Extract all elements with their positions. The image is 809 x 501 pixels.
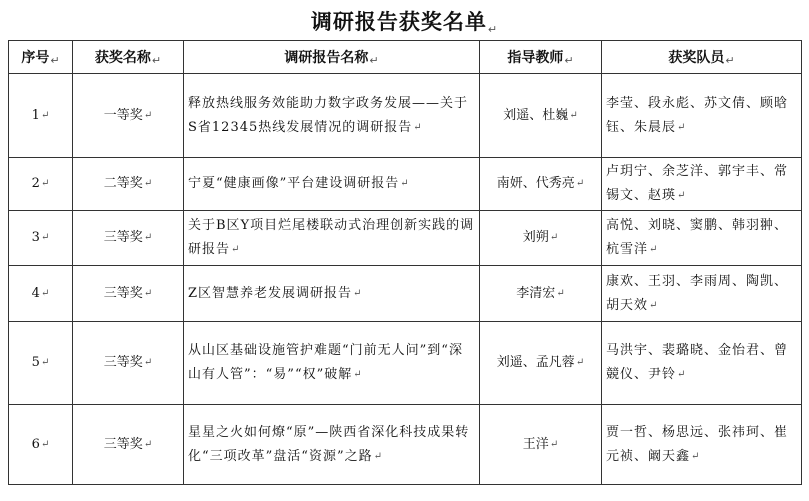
cell-no <box>9 322 73 405</box>
cell-members <box>602 74 802 158</box>
paragraph-mark-icon: ↵ <box>40 287 50 299</box>
cell-text: 6 <box>31 436 40 452</box>
table-row <box>9 211 802 266</box>
paragraph-mark-icon: ↵ <box>556 287 565 299</box>
cell-level <box>73 266 184 322</box>
cell-text: 刘遥、孟凡蓉 <box>496 355 575 370</box>
header-label: 获奖队员 <box>668 50 725 66</box>
cell-text: 1 <box>31 107 40 123</box>
cell-title <box>184 211 480 266</box>
paragraph-mark-icon: ↵ <box>40 357 50 368</box>
paragraph-mark-icon: ↵ <box>487 23 499 36</box>
cell-text: 一等奖 <box>103 107 143 123</box>
cell-no <box>9 158 73 211</box>
table-row <box>9 74 802 158</box>
table-row <box>9 266 802 322</box>
table-row <box>9 405 802 485</box>
paragraph-mark-icon: ↵ <box>373 450 383 462</box>
cell-members <box>602 211 802 266</box>
cell-teacher <box>480 211 602 266</box>
paragraph-mark-icon: ↵ <box>564 54 574 67</box>
paragraph-mark-icon: ↵ <box>649 299 659 311</box>
header-label: 指导教师 <box>507 50 564 66</box>
cell-text: 李清宏 <box>516 285 556 301</box>
header-label: 获奖名称 <box>94 50 151 66</box>
cell-members <box>602 322 802 405</box>
cell-text: 刘朔 <box>522 230 549 245</box>
cell-text: 二等奖 <box>103 176 143 191</box>
paragraph-mark-icon: ↵ <box>143 287 153 299</box>
cell-no <box>9 405 73 485</box>
cell-text: 马洪宇、裴璐晓、金怡君、曾競仪、尹铃 <box>606 343 789 382</box>
cell-teacher <box>480 158 602 211</box>
cell-title <box>184 322 480 405</box>
paragraph-mark-icon: ↵ <box>677 190 687 201</box>
cell-no <box>9 74 73 158</box>
cell-text: Z区智慧养老发展调研报告 <box>188 285 353 301</box>
paragraph-mark-icon: ↵ <box>353 369 363 380</box>
cell-text: 南妍、代秀亮 <box>496 176 575 191</box>
header-label: 调研报告名称 <box>284 50 369 66</box>
cell-teacher <box>480 405 602 485</box>
cell-text: 释放热线服务效能助力数字政务发展——关于S省12345热线发展情况的调研报告 <box>188 95 469 135</box>
cell-members <box>602 158 802 211</box>
paragraph-mark-icon: ↵ <box>569 109 578 121</box>
cell-text: 贾一哲、杨思远、张祎珂、崔元祯、阚天鑫 <box>606 424 789 464</box>
header-cell-members <box>602 41 802 74</box>
header-cell-teacher <box>480 41 602 74</box>
cell-text: 三等奖 <box>103 285 143 301</box>
cell-text: 卢玥宁、余芝洋、郭宇丰、常锡文、赵瑛 <box>606 164 789 203</box>
paragraph-mark-icon: ↵ <box>549 438 559 450</box>
paragraph-mark-icon: ↵ <box>677 369 687 380</box>
cell-text: 星星之火如何燎“原”—陕西省深化科技成果转化“三项改革”盘活“资源”之路 <box>188 424 470 464</box>
cell-teacher <box>480 266 602 322</box>
document-title-text: 调研报告获奖名单 <box>310 10 487 34</box>
cell-level <box>73 158 184 211</box>
cell-title <box>184 266 480 322</box>
paragraph-mark-icon: ↵ <box>143 178 153 189</box>
cell-teacher <box>480 74 602 158</box>
cell-text: 5 <box>31 355 40 370</box>
cell-no <box>9 266 73 322</box>
paragraph-mark-icon: ↵ <box>369 54 379 67</box>
cell-level <box>73 405 184 485</box>
cell-text: 从山区基础设施管护难题“门前无人问”到“深山有人管”：“易”“权”破解 <box>188 343 463 382</box>
cell-title <box>184 405 480 485</box>
paragraph-mark-icon: ↵ <box>143 438 153 450</box>
paragraph-mark-icon: ↵ <box>677 121 687 133</box>
cell-text: 李莹、段永彪、苏文倩、顾晗钰、朱晨辰 <box>606 95 789 135</box>
cell-teacher <box>480 322 602 405</box>
paragraph-mark-icon: ↵ <box>151 54 162 67</box>
cell-text: 高悦、刘晓、窦鹏、韩羽翀、杭雪洋 <box>606 218 789 257</box>
header-cell-title <box>184 41 480 74</box>
document-title <box>0 6 809 36</box>
table-row <box>9 158 802 211</box>
cell-members <box>602 266 802 322</box>
header-cell-level <box>73 41 184 74</box>
table-header-row <box>9 41 802 74</box>
paragraph-mark-icon: ↵ <box>40 178 50 189</box>
paragraph-mark-icon: ↵ <box>575 357 585 368</box>
table-row <box>9 322 802 405</box>
paragraph-mark-icon: ↵ <box>50 54 60 67</box>
cell-level <box>73 322 184 405</box>
cell-text: 关于B区Y项目烂尾楼联动式治理创新实践的调研报告 <box>188 218 475 257</box>
paragraph-mark-icon: ↵ <box>649 244 659 255</box>
cell-members <box>602 405 802 485</box>
paragraph-mark-icon: ↵ <box>40 232 50 243</box>
cell-text: 宁夏“健康画像”平台建设调研报告 <box>188 176 400 191</box>
cell-text: 康欢、王羽、李雨周、陶凯、胡天效 <box>606 273 789 313</box>
cell-text: 王洋 <box>522 436 549 452</box>
paragraph-mark-icon: ↵ <box>143 109 153 121</box>
paragraph-mark-icon: ↵ <box>725 54 735 67</box>
cell-text: 刘遥、杜巍 <box>503 107 569 123</box>
cell-text: 三等奖 <box>103 355 143 370</box>
paragraph-mark-icon: ↵ <box>413 121 423 133</box>
cell-level <box>73 211 184 266</box>
paragraph-mark-icon: ↵ <box>143 232 153 243</box>
paragraph-mark-icon: ↵ <box>400 178 410 189</box>
cell-text: 2 <box>31 176 40 191</box>
header-label: 序号 <box>21 50 50 66</box>
paragraph-mark-icon: ↵ <box>575 178 585 189</box>
cell-no <box>9 211 73 266</box>
paragraph-mark-icon: ↵ <box>231 244 241 255</box>
paragraph-mark-icon: ↵ <box>353 287 363 299</box>
cell-text: 三等奖 <box>103 436 143 452</box>
paragraph-mark-icon: ↵ <box>549 232 559 243</box>
paragraph-mark-icon: ↵ <box>40 109 50 121</box>
cell-title <box>184 74 480 158</box>
cell-text: 三等奖 <box>103 230 143 245</box>
cell-title <box>184 158 480 211</box>
header-cell-no <box>9 41 73 74</box>
paragraph-mark-icon: ↵ <box>40 438 50 450</box>
award-table <box>8 40 802 485</box>
paragraph-mark-icon: ↵ <box>143 357 153 368</box>
cell-text: 3 <box>31 230 40 245</box>
cell-text: 4 <box>31 285 40 301</box>
cell-level <box>73 74 184 158</box>
paragraph-mark-icon: ↵ <box>691 450 701 462</box>
